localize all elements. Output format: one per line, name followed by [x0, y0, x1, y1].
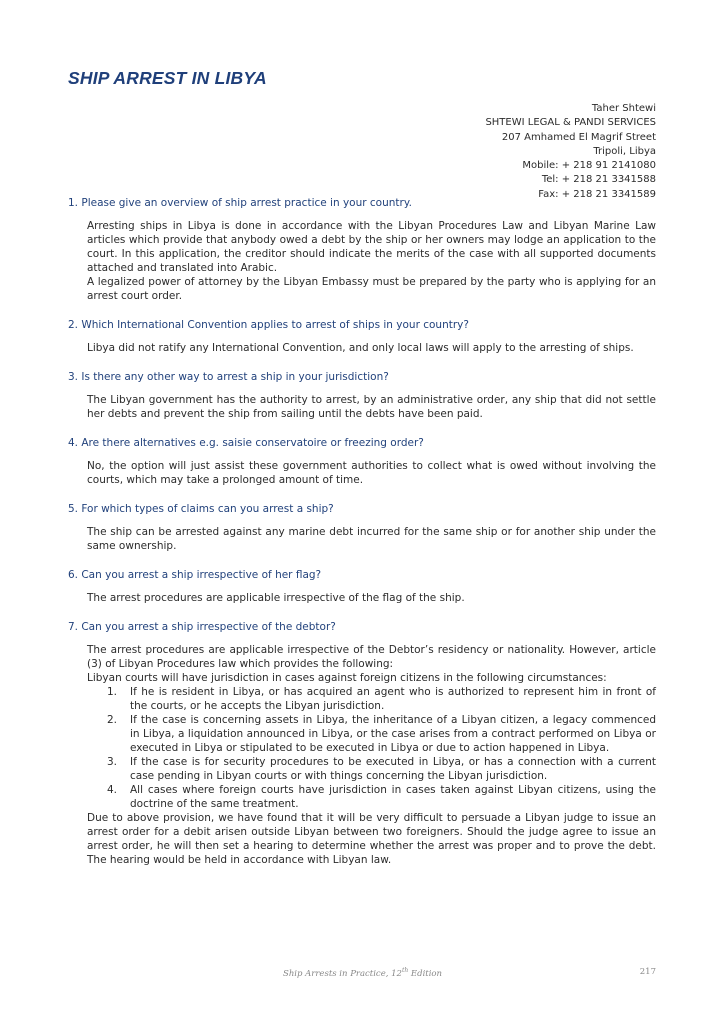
- contact-tel: Tel: + 218 21 3341588: [541, 174, 656, 186]
- contact-block: [485, 102, 656, 202]
- document-body: [68, 196, 656, 882]
- list-item: [87, 713, 656, 755]
- edition-prefix: Ship Arrests in Practice, 12: [283, 968, 402, 979]
- list-item-text: If the case is concerning assets in Libya, the inheritance of a Libyan citizen, a legacy commenced in Libya, a liquidation announced in Libya, or the case arises from a contract performed on Libya or executed in Libya or stipulated to be executed in Libya or due to action happened in Libya.: [130, 714, 656, 754]
- list-item-number: 3.: [107, 756, 118, 768]
- answer-paragraph: Arresting ships in Libya is done in accordance with the Libyan Procedures Law and Libyan Marine Law articles which provide that anybody owed a debt by the ship or her owners may lodge an application to the court. In this application, the creditor should indicate the merits of the case with all supported documents attached and translated into Arabic.: [87, 220, 656, 274]
- jurisdiction-list: [87, 685, 656, 811]
- page-number: 217: [639, 967, 656, 977]
- question-6: 6. Can you arrest a ship irrespective of her flag?: [68, 569, 322, 581]
- list-item: [87, 685, 656, 713]
- answer-2: [87, 341, 656, 355]
- answer-paragraph: A legalized power of attorney by the Libyan Embassy must be prepared by the party who is applying for an arrest court order.: [87, 276, 656, 302]
- answer-paragraph: Libya did not ratify any International Convention, and only local laws will apply to the arresting of ships.: [87, 342, 634, 354]
- contact-name: Taher Shtewi: [591, 103, 656, 114]
- contact-firm: SHTEWI LEGAL & PANDI SERVICES: [485, 117, 656, 129]
- contact-city: Tripoli, Libya: [593, 145, 656, 157]
- list-item-number: 4.: [107, 784, 118, 796]
- list-item: [87, 783, 656, 811]
- list-item-text: If the case is for security procedures to be executed in Libya, or has a connection with a current case pending in Libyan courts or with things concerning the Libyan jurisdiction.: [130, 756, 656, 782]
- question-7: 7. Can you arrest a ship irrespective of the debtor?: [68, 621, 336, 633]
- answer-4: [87, 459, 656, 487]
- list-item-text: All cases where foreign courts have jurisdiction in cases taken against Libyan citizens, using the doctrine of the same treatment.: [130, 784, 656, 810]
- answer-paragraph: Libyan courts will have jurisdiction in cases against foreign citizens in the following circumstances:: [87, 672, 607, 684]
- contact-street: 207 Amhamed El Magrif Street: [501, 131, 656, 143]
- list-item-text: If he is resident in Libya, or has acquired an agent who is authorized to represent him in front of the courts, or he accepts the Libyan jurisdiction.: [130, 686, 656, 712]
- list-item-number: 1.: [107, 686, 118, 698]
- question-4: 4. Are there alternatives e.g. saisie conservatoire or freezing order?: [68, 437, 424, 449]
- answer-paragraph: The ship can be arrested against any marine debt incurred for the same ship or for another ship under the same ownership.: [87, 526, 656, 552]
- edition-superscript: th: [401, 967, 409, 974]
- answer-6: [87, 591, 656, 605]
- answer-paragraph: The arrest procedures are applicable irrespective of the flag of the ship.: [87, 592, 465, 604]
- list-item-number: 2.: [107, 714, 118, 726]
- edition-label: [283, 967, 442, 979]
- answer-1: [87, 219, 656, 303]
- answer-paragraph: The Libyan government has the authority to arrest, by an administrative order, any ship that did not settle her debts and prevent the ship from sailing until the debts have been paid.: [87, 394, 656, 420]
- answer-paragraph: The arrest procedures are applicable irrespective of the Debtor’s residency or nationality. However, article (3) of Libyan Procedures law which provides the following:: [87, 644, 656, 670]
- question-1: 1. Please give an overview of ship arrest practice in your country.: [68, 197, 412, 209]
- page-title: SHIP ARREST IN LIBYA: [68, 68, 267, 88]
- answer-7: [87, 643, 656, 867]
- answer-3: [87, 393, 656, 421]
- question-3: 3. Is there any other way to arrest a ship in your jurisdiction?: [68, 371, 389, 383]
- question-2: 2. Which International Convention applies to arrest of ships in your country?: [68, 319, 469, 331]
- contact-fax: Fax: + 218 21 3341589: [538, 188, 656, 200]
- list-item: [87, 755, 656, 783]
- contact-mobile: Mobile: + 218 91 2141080: [522, 160, 656, 172]
- question-5: 5. For which types of claims can you arrest a ship?: [68, 503, 334, 515]
- answer-paragraph: No, the option will just assist these government authorities to collect what is owed without involving the courts, which may take a prolonged amount of time.: [87, 460, 656, 486]
- answer-5: [87, 525, 656, 553]
- edition-suffix: Edition: [408, 968, 443, 979]
- answer-paragraph: Due to above provision, we have found that it will be very difficult to persuade a Libyan judge to issue an arrest order for a debit arisen outside Libyan between two foreigners. Should the judge agree to issue an arrest order, he will then set a hearing to determine whether the arrest was proper and to prove the debt. The hearing would be held in accordance with Libyan law.: [87, 812, 656, 866]
